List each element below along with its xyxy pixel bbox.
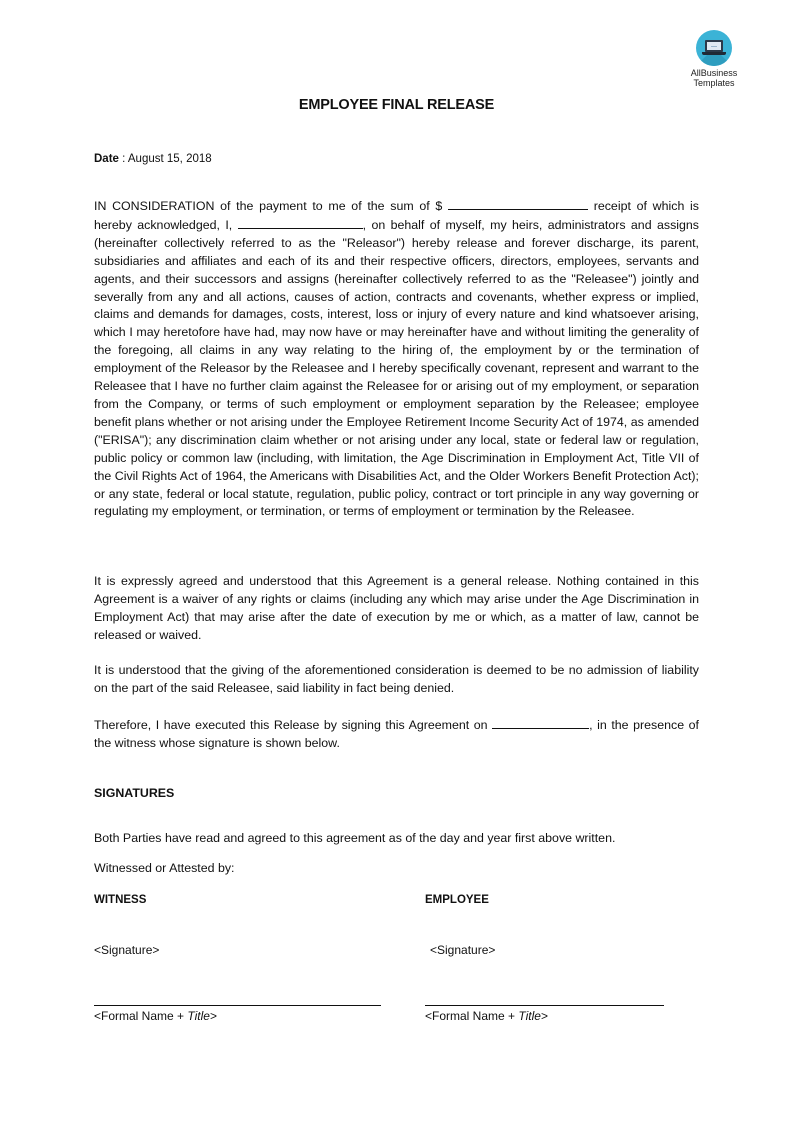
date-label: Date — [94, 153, 119, 165]
employee-signature-line[interactable] — [425, 1005, 664, 1006]
no-admission-paragraph: It is understood that the giving of the aforementioned consideration is deemed to be no admission of liability on the part of the said Releasee, said liability in fact being denied. — [94, 663, 699, 695]
date-separator: : — [118, 153, 128, 165]
paragraph-text: receipt of which is hereby acknowledged, I, — [94, 199, 699, 232]
paragraph-text: , on behalf of myself, my heirs, administrators and assigns (hereinafter collectively referred to as the "Releasor") hereby release and forever discharge, its parent, subsidiaries and affiliates and each of its and their respective officers, directors, employees, servants and agents, and their successors and assigns (hereinafter collectively referred to as the "Releasee") jointly and severally from any and all actions, causes of action, contracts and covenants, whether express or implied, claims and demands for damages, costs, interest, loss or injury of every nature and kind whatsoever arising, which I may heretofore have had, may now have or may hereinafter have and without limiting the generality of the foregoing, all claims in any way relating to the hiring of, the employment by or the termination of employment of the Releasor by the Releasee and I hereby specifically covenant, represent and warrant to the Releasee that I have no further claim against the Releasee for or arising out of my employment, or separation from the Company, or terms of such employment or employment separation by the Releasee; employee benefit plans whether or not arising under the Employee Retirement Income Security Act of 1974, as amended ("ERISA"); any discrimination claim whether or not arising under any local, state or federal law or regulation, public policy or common law (including, with limitation, the Age Discrimination in Employment Act, Title VII of the Civil Rights Act of 1964, the Americans with Disabilities Act, and the Older Workers Benefit Protection Act); or any state, federal or local statute, regulation, public policy, contract or tort principle in any way governing or regulating my employment, or termination, or terms of employment or termination by the Releasee. — [94, 217, 699, 519]
witness-signature-line[interactable] — [94, 1005, 381, 1006]
name-title: Title — [187, 1009, 210, 1023]
both-parties-statement: Both Parties have read and agreed to this agreement as of the day and year first above written. — [94, 831, 616, 845]
name-suffix: > — [540, 1009, 548, 1023]
paragraph-text: Therefore, I have executed this Release by signing this Agreement on — [94, 718, 493, 732]
consideration-paragraph — [94, 197, 699, 521]
allbusiness-templates-logo — [682, 30, 746, 88]
logo-text — [682, 68, 746, 88]
witness-heading: WITNESS — [94, 894, 147, 906]
name-prefix: <Formal Name + — [94, 1009, 188, 1023]
paragraph-text: , in the presence of the witness whose signature is shown below. — [94, 718, 700, 750]
employee-heading: EMPLOYEE — [425, 894, 489, 906]
paragraph-text: IN CONSIDERATION of the payment to me of the sum of $ — [94, 199, 449, 213]
laptop-icon — [696, 30, 732, 66]
witness-signature-placeholder: <Signature> — [94, 943, 160, 957]
date-line — [94, 153, 212, 165]
general-release-paragraph: It is expressly agreed and understood that this Agreement is a general release. Nothing contained in this Agreement is a waiver of any rights or claims (including any which may arise under the Age Discrimination in Employment Act) that may arise after the date of execution by me or which, as a matter of law, cannot be released or waived. — [94, 574, 699, 642]
witness-formal-name — [94, 1009, 217, 1023]
execution-date-blank[interactable] — [492, 716, 589, 729]
sum-amount-blank[interactable] — [448, 197, 588, 210]
execution-paragraph — [94, 716, 699, 753]
name-prefix: <Formal Name + — [425, 1009, 519, 1023]
employee-formal-name — [425, 1009, 548, 1023]
logo-line-2: Templates — [693, 78, 735, 88]
document-title: EMPLOYEE FINAL RELEASE — [298, 97, 495, 113]
name-title: Title — [518, 1009, 541, 1023]
date-value: August 15, 2018 — [127, 153, 212, 165]
employee-name-blank[interactable] — [238, 216, 363, 229]
logo-line-1: AllBusiness — [690, 68, 738, 78]
name-suffix: > — [209, 1009, 217, 1023]
employee-signature-placeholder: <Signature> — [430, 943, 496, 957]
signatures-heading: SIGNATURES — [94, 786, 175, 800]
witnessed-by-label: Witnessed or Attested by: — [94, 861, 235, 875]
